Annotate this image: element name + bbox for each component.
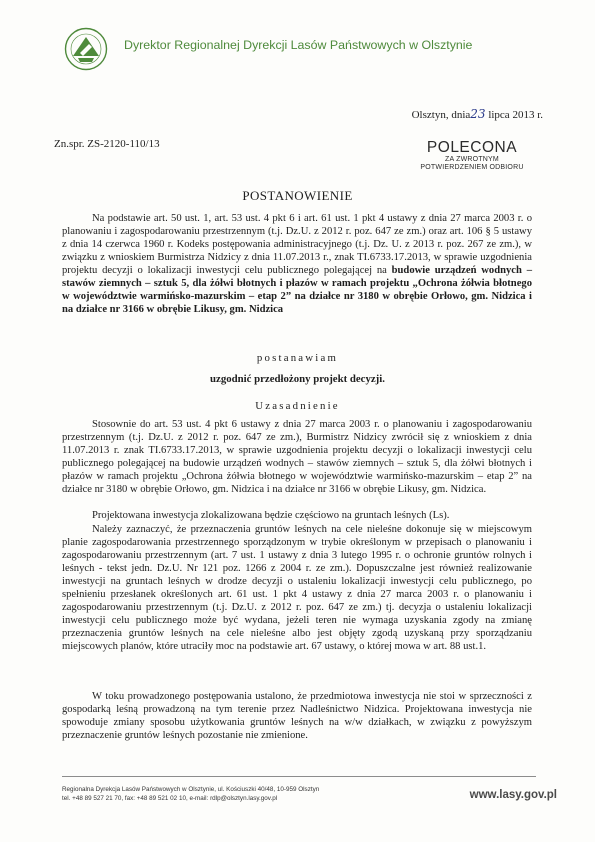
intro-paragraph (62, 212, 532, 316)
footer-address: Regionalna Dyrekcja Lasów Państwowych w Olsztynie, ul. Kościuszki 40/48, 10-959 Olsztyn (62, 786, 320, 793)
justification-paragraph-1: Stosownie do art. 53 ust. 4 pkt 6 ustawy z dnia 27 marca 2003 r. o planowaniu i zagospodarowaniu przestrzennym (t.j. Dz.U. z 2012 r. poz. 647 ze zm.), Burmistrz Nidzicy zwrócił się z wnioskiem z dnia 11.07.2013 r. znak TI.6733.17.2013, w sprawie uzgodnienia projektu decyzji o lokalizacji inwestycji celu publicznego polegającej na budowie urządzeń wodnych – stawów ziemnych – sztuk 5, dla żółwi błotnych i płazów w ramach projektu „Ochrona żółwia błotnego w województwie warmińsko-mazurskim – etap 2” na działce nr 3180 w obrębie Orłowo, gm. Nidzica i na działce nr 3166 w obrębie Likusy, gm. Nidzica. (62, 419, 532, 495)
stamp-line-2: ZA ZWROTNYM (445, 156, 499, 163)
document-title: POSTANOWIENIE (242, 188, 353, 203)
lasy-panstwowe-logo (64, 27, 108, 71)
footer-contact (62, 785, 319, 803)
intro-text: Na podstawie art. 50 ust. 1, art. 53 ust. 4 pkt 6 i art. 61 ust. 1 pkt 4 ustawy z dnia 27 marca 2003 r. o planowaniu i zagospodarowaniu przestrzennym (t.j. Dz.U. z 2012 r. poz. 647 ze zm.) oraz art. 106 § 5 ustawy z dnia 14 czerwca 1960 r. Kodeks postępowania administracyjnego (t.j. Dz. U. z 2013 r. poz. 267 ze zm.), w związku z wnioskiem Burmistrza Nidzicy z dnia 11.07.2013 r., znak TI.6733.17.2013, w sprawie uzgodnienia projektu decyzji o lokalizacji inwestycji celu publicznego polegającej na (62, 213, 532, 276)
intro-bold-text: budowie urządzeń wodnych – stawów ziemnych – sztuk 5, dla żółwi błotnych i płazów w ramach projektu „Ochrona żółwia błotnego w województwie warmińsko-mazurskim – etap 2” na działce nr 3180 w obrębie Orłowo, gm. Nidzica i na działce nr 3166 w obrębie Likusy, gm. Nidzica (62, 265, 532, 315)
place-date-suffix: lipca 2013 r. (488, 109, 543, 121)
place-date-prefix: Olsztyn, dnia (411, 109, 471, 121)
registered-mail-stamp (413, 140, 531, 172)
justification-paragraph-3: Należy zaznaczyć, że przeznaczenia gruntów leśnych na cele nieleśne dokonuje się w miejscowym planie zagospodarowania przestrzennego sporządzonym w trybie określonym w przepisach o planowaniu i zagospodarowaniu przestrzennym (art. 7 ust. 1 ustawy z dnia 3 lutego 1995 r. o ochronie gruntów rolnych i leśnych - tekst jedn. Dz.U. Nr 121 poz. 1266 z 2004 r. ze zm.). Dopuszczalne jest również realizowanie inwestycji na gruntach leśnych w drodze decyzji o ustaleniu lokalizacji inwestycji celu publicznego, po spełnieniu przesłanek określonych art. 61 ust. 1 pkt 4 ustawy z dnia 27 marca 2003 r. o planowaniu i zagospodarowaniu przestrzennym (t.j. Dz.U. z 2012 r. poz. 647 ze zm.) tj. decyzja o ustaleniu lokalizacji inwestycji celu publicznego może być wydana, jeżeli teren nie wymaga uzyskania zgody na zmianę przeznaczenia gruntów leśnych na cele nieleśne albo jest objęty zgodą uzyskaną przy sporządzaniu miejscowych planów, które utraciły moc na podstawie art. 67 ustawy, o której mowa w art. 88 ust.1. (62, 524, 532, 652)
justification-title: Uzasadnienie (255, 400, 340, 412)
justification-paragraph-2: Projektowana inwestycja zlokalizowana będzie częściowo na gruntach leśnych (Ls). (92, 510, 450, 521)
footer-phone-email: tel. +48 89 527 21 70, fax: +48 89 521 02 10, e-mail: rdlp@olsztyn.lasy.gov.pl (62, 795, 278, 802)
handwritten-day: 23 (470, 107, 486, 121)
reference-number: Zn.spr. ZS-2120-110/13 (54, 138, 160, 150)
stamp-line-3: POTWIERDZENIEM ODBIORU (420, 164, 524, 171)
decision-text: uzgodnić przedłożony projekt decyzji. (210, 373, 385, 385)
place-date (412, 107, 543, 121)
footer-divider (62, 776, 536, 777)
justification-paragraph-4: W toku prowadzonego postępowania ustalono, że przedmiotowa inwestycja nie stoi w sprzeczności z gospodarką leśną prowadzoną na tym terenie przez Nadleśnictwo Nidzica. Projektowana inwestycja nie spowoduje zmiany sposobu użytkowania gruntów leśnych na w/w działkach, w związku z powyższym przeznaczenie gruntów leśnych pozostanie nie zmienione. (62, 691, 532, 741)
stamp-line-1: POLECONA (426, 139, 518, 156)
institution-name: Dyrektor Regionalnej Dyrekcji Lasów Państwowych w Olsztynie (124, 38, 473, 52)
resolve-word: postanawiam (256, 352, 339, 364)
website-link[interactable]: www.lasy.gov.pl (469, 789, 557, 801)
